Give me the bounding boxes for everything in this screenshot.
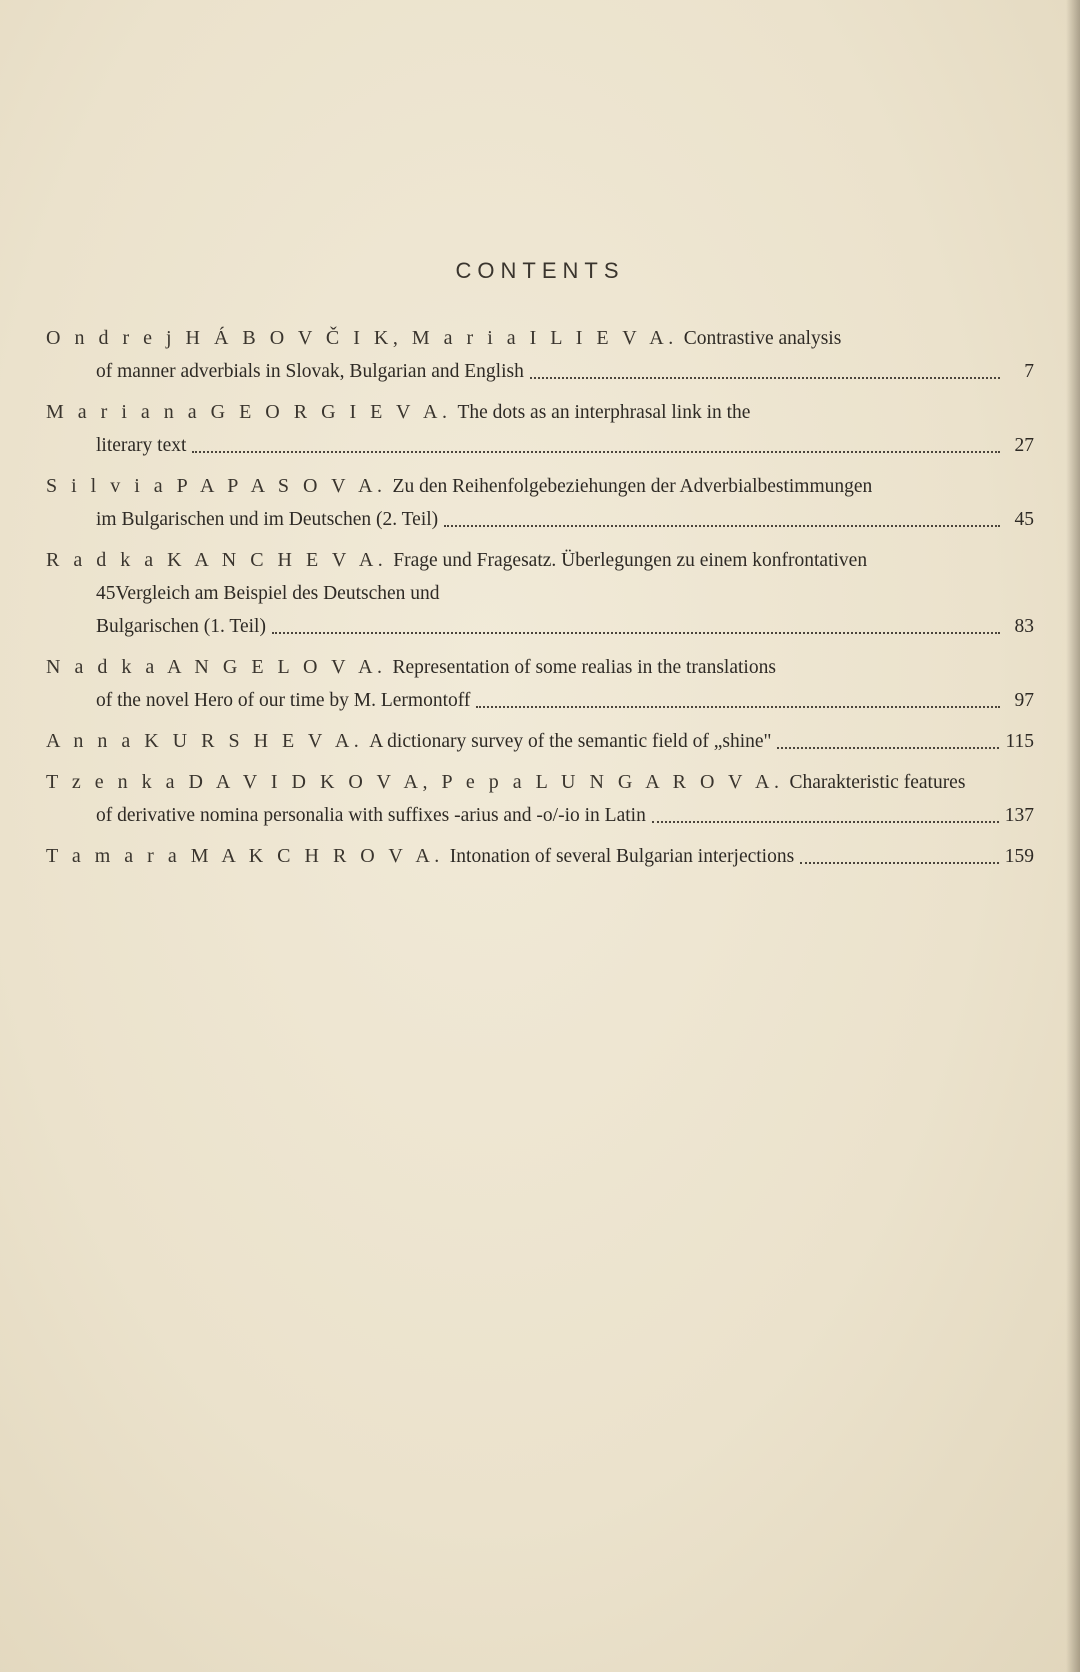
toc-line [46, 322, 1034, 355]
entry-authors: A n n a K U R S H E V A. [46, 730, 364, 752]
entry-title: Intonation of several Bulgarian interjections [449, 846, 795, 867]
toc-line [46, 503, 1034, 536]
toc-entry [46, 651, 1034, 717]
entry-title-continued: of derivative nomina personalia with suffixes -arius and -o/-io in Latin [96, 805, 646, 826]
entry-authors: N a d k a A N G E L O V A. [46, 656, 387, 678]
toc-entry [46, 840, 1034, 873]
entry-authors: T a m a r a M A K C H R O V A. [46, 845, 444, 867]
entry-title-continued: im Bulgarischen und im Deutschen (2. Teil) [96, 509, 439, 530]
toc-entry [46, 544, 1034, 643]
entry-title-continued: literary text [96, 435, 187, 456]
toc-entry [46, 396, 1034, 462]
toc-entry [46, 766, 1034, 832]
dot-leader [476, 706, 1000, 708]
entry-title: Contrastive analysis [683, 328, 842, 349]
entry-title: Zu den Reihenfolgebeziehungen der Adverbialbestimmungen [392, 476, 873, 497]
page-number: 137 [1004, 805, 1034, 826]
page-number: 45 [1014, 509, 1034, 530]
toc-line [46, 610, 1034, 643]
dot-leader [800, 862, 999, 864]
toc-line [46, 799, 1034, 832]
entry-authors: S i l v i a P A P A S O V A. [46, 475, 387, 497]
entry-authors: M a r i a n a G E O R G I E V A. [46, 401, 452, 423]
toc-entry [46, 470, 1034, 536]
page-edge [1066, 0, 1080, 1672]
dot-leader [444, 525, 1000, 527]
entry-title: The dots as an interphrasal link in the [457, 402, 751, 423]
dot-leader [530, 377, 1000, 379]
entry-authors: R a d k a K A N C H E V A. [46, 549, 388, 571]
toc-line [46, 470, 1034, 503]
entry-title-continued: of manner adverbials in Slovak, Bulgarian and English [96, 361, 524, 382]
page-number: 27 [1014, 435, 1034, 456]
dot-leader [777, 747, 999, 749]
entry-authors: T z e n k a D A V I D K O V A, P e p a L U N G A R O V A. [46, 771, 784, 793]
toc-line [46, 544, 1034, 577]
toc-line [46, 840, 1034, 873]
page-number: 83 [1014, 616, 1034, 637]
toc-line [46, 396, 1034, 429]
entry-title: Frage und Fragesatz. Überlegungen zu einem konfrontativen [393, 550, 868, 571]
entry-title: Charakteristic features [789, 772, 966, 793]
entry-title-continued: Bulgarischen (1. Teil) [96, 616, 266, 637]
dot-leader [192, 451, 1000, 453]
page-number: 7 [1024, 361, 1034, 382]
page-title: CONTENTS [455, 258, 625, 283]
toc-entry [46, 725, 1034, 758]
page-number: 97 [1014, 690, 1034, 711]
dot-leader [272, 632, 1000, 634]
entry-authors: O n d r e j H Á B O V Č I K, M a r i a I L I E V A. [46, 327, 678, 349]
entry-title-continued: 45Vergleich am Beispiel des Deutschen und [96, 583, 440, 604]
toc-line [46, 429, 1034, 462]
toc-line [46, 651, 1034, 684]
entry-title: Representation of some realias in the translations [392, 657, 776, 678]
toc-line [46, 766, 1034, 799]
entry-title-continued: of the novel Hero of our time by M. Lermontoff [96, 690, 471, 711]
table-of-contents [46, 322, 1034, 881]
toc-entry [46, 322, 1034, 388]
entry-title: A dictionary survey of the semantic field of „shine" [369, 731, 772, 752]
toc-line [46, 577, 1034, 610]
toc-line [46, 725, 1034, 758]
page-number: 159 [1004, 846, 1034, 867]
dot-leader [652, 821, 999, 823]
page-number: 115 [1005, 731, 1034, 752]
toc-line [46, 684, 1034, 717]
toc-line [46, 355, 1034, 388]
